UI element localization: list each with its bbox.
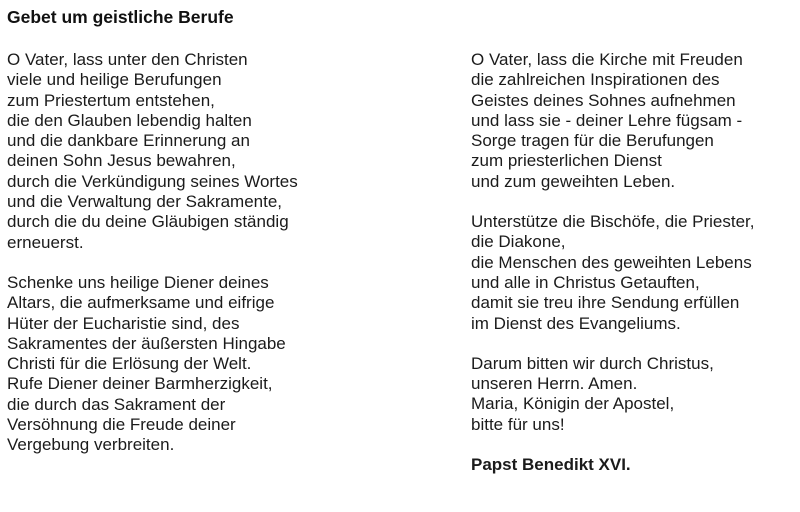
prayer-line: Geistes deines Sohnes aufnehmen	[471, 90, 736, 110]
prayer-line: O Vater, lass unter den Christen	[7, 50, 248, 69]
prayer-line: Christi für die Erlösung der Welt.	[7, 354, 252, 374]
prayer-line: Versöhnung die Freude deiner	[7, 415, 236, 435]
stanza	[7, 50, 367, 253]
prayer-line: erneuerst.	[7, 232, 84, 252]
prayer-line: die Diakone,	[471, 232, 566, 252]
prayer-line: deinen Sohn Jesus bewahren,	[7, 151, 236, 171]
prayer-line: zum priesterlichen Dienst	[471, 151, 662, 171]
prayer-line: die zahlreichen Inspirationen des	[471, 70, 720, 90]
prayer-line: O Vater, lass die Kirche mit Freuden	[471, 50, 743, 69]
prayer-line: und die dankbare Erinnerung an	[7, 131, 250, 151]
prayer-line: und die Verwaltung der Sakramente,	[7, 192, 283, 212]
prayer-line: und lass sie - deiner Lehre fügsam -	[471, 110, 743, 130]
stanza	[7, 273, 367, 456]
prayer-line: unseren Herrn. Amen.	[471, 374, 638, 394]
prayer-line: und zum geweihten Leben.	[471, 171, 676, 191]
prayer-line: Vergebung verbreiten.	[7, 435, 175, 455]
right-column	[471, 50, 796, 475]
prayer-line: Rufe Diener deiner Barmherzigkeit,	[7, 374, 273, 394]
prayer-line: Unterstütze die Bischöfe, die Priester,	[471, 212, 755, 232]
signature: Papst Benedikt XVI.	[471, 455, 631, 475]
prayer-line: und alle in Christus Getauften,	[471, 272, 700, 292]
prayer-line: bitte für uns!	[471, 414, 565, 434]
prayer-line: Sakramentes der äußersten Hingabe	[7, 333, 286, 353]
prayer-line: zum Priestertum entstehen,	[7, 90, 215, 110]
prayer-line: durch die du deine Gläubigen ständig	[7, 212, 289, 232]
prayer-line: Maria, Königin der Apostel,	[471, 394, 675, 414]
prayer-line: die den Glauben lebendig halten	[7, 110, 252, 130]
left-column	[7, 50, 367, 476]
prayer-line: damit sie treu ihre Sendung erfüllen	[471, 293, 740, 313]
stanza	[471, 354, 796, 435]
prayer-line: durch die Verkündigung seines Wortes	[7, 171, 298, 191]
prayer-line: Altars, die aufmerksame und eifrige	[7, 293, 275, 313]
prayer-line: Sorge tragen für die Berufungen	[471, 131, 714, 151]
page-title: Gebet um geistliche Berufe	[7, 7, 234, 27]
stanza	[471, 50, 796, 192]
prayer-line: Schenke uns heilige Diener deines	[7, 272, 269, 292]
prayer-line: Hüter der Eucharistie sind, des	[7, 313, 240, 333]
prayer-line: viele und heilige Berufungen	[7, 70, 222, 90]
prayer-line: Darum bitten wir durch Christus,	[471, 353, 714, 373]
prayer-line: die Menschen des geweihten Lebens	[471, 252, 752, 272]
stanza	[471, 212, 796, 334]
prayer-line: die durch das Sakrament der	[7, 394, 226, 414]
prayer-line: im Dienst des Evangeliums.	[471, 313, 681, 333]
